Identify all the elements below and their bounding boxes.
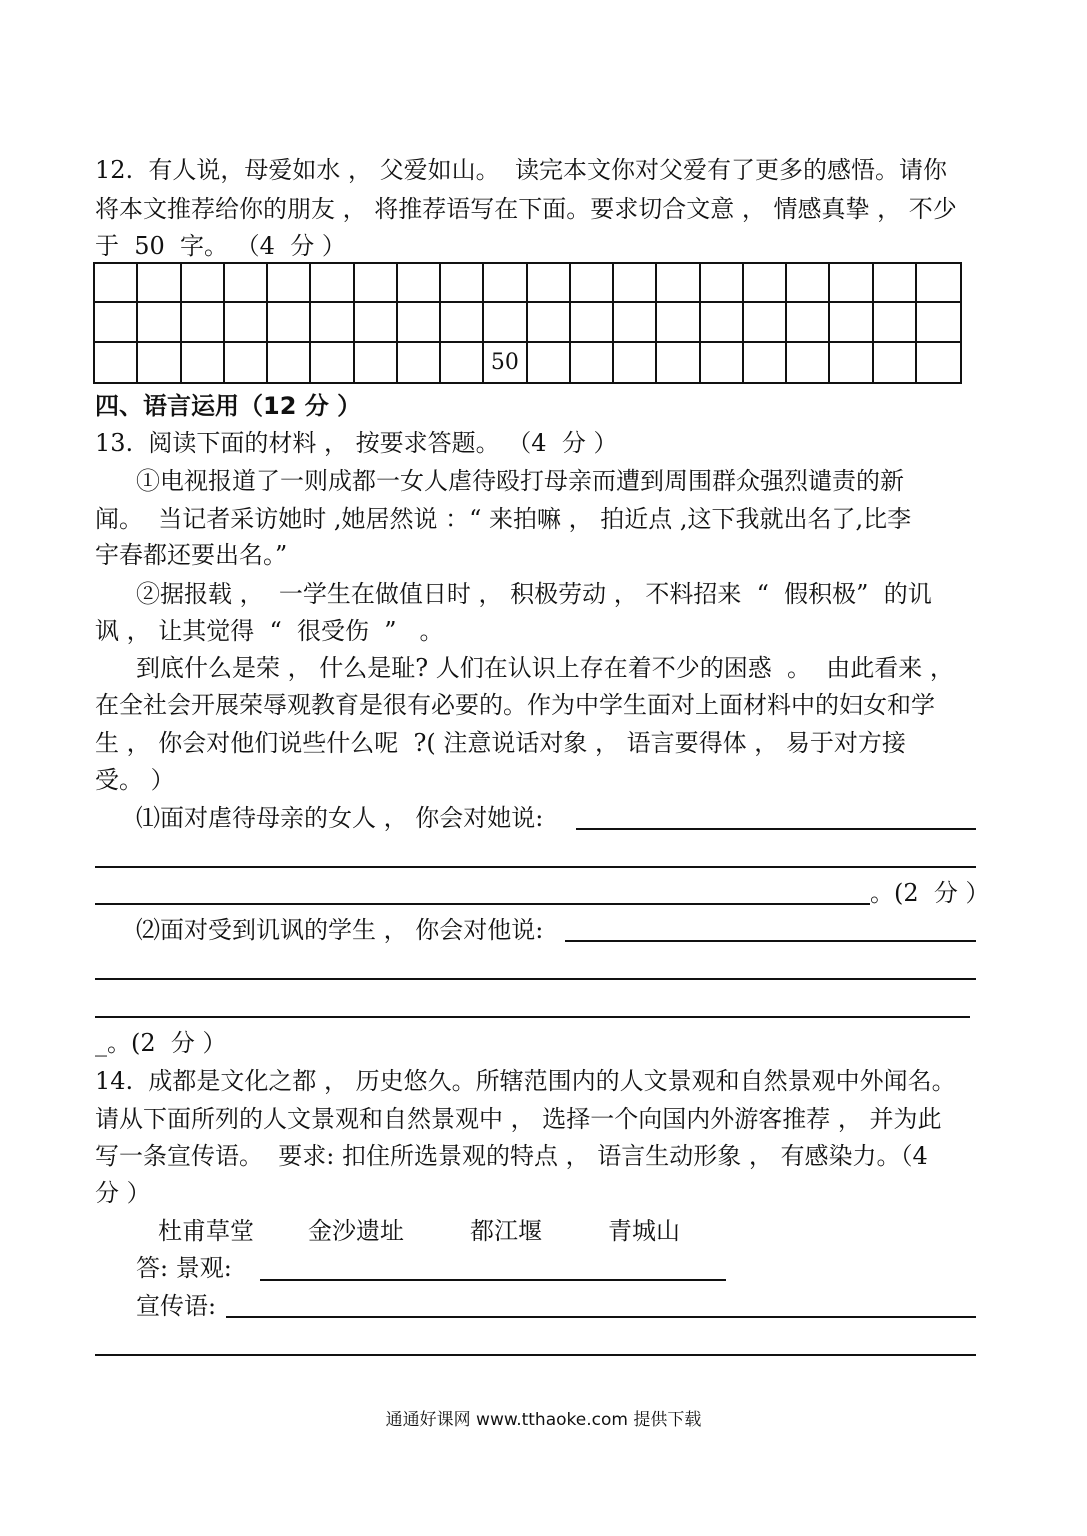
grid-cell[interactable] <box>571 303 614 342</box>
q13-sub1-score: 。(2 分 ） <box>870 879 990 907</box>
grid-cell[interactable] <box>225 303 268 342</box>
q13-sub2-score: _。(2 分 ） <box>95 1029 227 1057</box>
grid-cell[interactable] <box>614 264 657 303</box>
q14-line-4: 分 ） <box>95 1179 151 1207</box>
grid-cell[interactable] <box>138 264 181 303</box>
q14-line-2: 请从下面所列的人文景观和自然景观中 ， 选择一个向国内外游客推荐 ， 并为此 <box>95 1105 942 1133</box>
q12-line-1: 12. 有人说，母爱如水 ， 父爱如山。 读完本文你对父爱有了更多的感悟。请你 <box>95 156 947 184</box>
q13-material-1-line-1: ①电视报道了一则成都一女人虐待殴打母亲而遭到周围群众强烈谴责的新 <box>136 467 904 495</box>
q14-slogan-answer-line-1[interactable] <box>226 1316 976 1318</box>
grid-cell[interactable] <box>355 264 398 303</box>
q13-paragraph-line-2: 在全社会开展荣辱观教育是很有必要的。作为中学生面对上面材料中的妇女和学 <box>95 691 935 719</box>
grid-cell[interactable] <box>268 264 311 303</box>
footer-credit: 通通好课网 www.tthaoke.com 提供下载 <box>385 1410 702 1430</box>
q13-sub2-answer-line-3[interactable] <box>95 1016 970 1018</box>
grid-cell[interactable] <box>182 264 225 303</box>
q14-option-4: 青城山 <box>608 1217 680 1245</box>
grid-cell[interactable] <box>138 303 181 342</box>
grid-cell[interactable] <box>874 303 917 342</box>
grid-cell[interactable] <box>528 343 571 382</box>
q14-option-1: 杜甫草堂 <box>158 1217 254 1245</box>
q14-landscape-answer-line[interactable] <box>260 1279 726 1281</box>
grid-cell[interactable] <box>182 303 225 342</box>
grid-cell[interactable] <box>484 264 527 303</box>
q12-line-3: 于 50 字。 （4 分 ） <box>95 232 346 260</box>
grid-cell[interactable] <box>657 264 700 303</box>
grid-cell[interactable] <box>268 303 311 342</box>
grid-cell[interactable] <box>917 303 960 342</box>
q13-header: 13. 阅读下面的材料 ， 按要求答题。 （4 分 ） <box>95 429 618 457</box>
grid-cell[interactable] <box>225 264 268 303</box>
grid-cell[interactable] <box>787 343 830 382</box>
q12-line-2: 将本文推荐给你的朋友 ， 将推荐语写在下面。要求切合文意 ， 情感真挚 ， 不少 <box>95 195 957 223</box>
grid-cell[interactable] <box>830 264 873 303</box>
q13-material-2-line-2: 讽 ， 让其觉得 “ 很受伤 ” 。 <box>95 617 444 645</box>
q14-option-3: 都江堰 <box>470 1217 542 1245</box>
grid-cell[interactable] <box>917 264 960 303</box>
grid-cell[interactable] <box>657 343 700 382</box>
grid-cell[interactable] <box>398 343 441 382</box>
grid-cell[interactable] <box>398 303 441 342</box>
q13-sub1-answer-line-1[interactable] <box>576 828 976 830</box>
q13-paragraph-line-3: 生 ， 你会对他们说些什么呢 ?( 注意说话对象 ， 语言要得体 ， 易于对方接 <box>95 729 906 757</box>
grid-cell[interactable] <box>95 343 138 382</box>
grid-cell[interactable] <box>268 343 311 382</box>
grid-cell[interactable] <box>355 303 398 342</box>
q13-sub1-prompt: ⑴面对虐待母亲的女人 ， 你会对她说: <box>136 804 544 832</box>
grid-cell[interactable] <box>95 303 138 342</box>
grid-cell[interactable] <box>311 303 354 342</box>
q13-material-1-line-2: 闻。 当记者采访她时 ,她居然说 ：“ 来拍嘛 ， 拍近点 ,这下我就出名了,比李 <box>95 505 912 533</box>
grid-cell[interactable] <box>701 303 744 342</box>
q13-sub2-answer-line-2[interactable] <box>95 978 976 980</box>
q13-paragraph-line-4: 受。 ） <box>95 766 175 794</box>
grid-cell[interactable] <box>571 343 614 382</box>
grid-cell[interactable] <box>528 264 571 303</box>
grid-cell[interactable] <box>95 264 138 303</box>
q13-sub1-answer-line-3[interactable] <box>95 903 870 905</box>
grid-cell[interactable] <box>830 303 873 342</box>
grid-cell[interactable] <box>874 343 917 382</box>
grid-cell[interactable] <box>744 343 787 382</box>
grid-cell[interactable] <box>614 343 657 382</box>
q14-line-3: 写一条宣传语。 要求: 扣住所选景观的特点 ， 语言生动形象 ， 有感染力。（4 <box>95 1142 928 1170</box>
grid-cell[interactable] <box>311 343 354 382</box>
writing-grid[interactable] <box>93 262 962 384</box>
grid-cell[interactable] <box>657 303 700 342</box>
grid-cell[interactable] <box>441 303 484 342</box>
section-title: 四、语言运用（12 分 ） <box>95 392 362 420</box>
q14-option-2: 金沙遗址 <box>308 1217 404 1245</box>
q14-slogan-label: 宣传语: <box>136 1292 217 1320</box>
grid-cell[interactable] <box>614 303 657 342</box>
grid-cell[interactable] <box>311 264 354 303</box>
q14-slogan-answer-line-2[interactable] <box>95 1354 976 1356</box>
grid-cell[interactable] <box>917 343 960 382</box>
grid-cell[interactable] <box>571 264 614 303</box>
grid-cell[interactable] <box>182 343 225 382</box>
grid-cell[interactable] <box>355 343 398 382</box>
q13-sub1-answer-line-2[interactable] <box>95 866 976 868</box>
q13-sub2-prompt: ⑵面对受到讥讽的学生 ， 你会对他说: <box>136 916 544 944</box>
grid-cell[interactable] <box>701 264 744 303</box>
grid-cell[interactable] <box>744 303 787 342</box>
grid-cell[interactable] <box>830 343 873 382</box>
grid-cell[interactable] <box>484 303 527 342</box>
grid-cell[interactable] <box>874 264 917 303</box>
q13-material-1-line-3: 宇春都还要出名。” <box>95 541 288 569</box>
grid-cell-count-marker[interactable]: 50 <box>484 343 527 382</box>
grid-cell[interactable] <box>528 303 571 342</box>
q14-line-1: 14. 成都是文化之都 ， 历史悠久。所辖范围内的人文景观和自然景观中外闻名。 <box>95 1067 956 1095</box>
grid-cell[interactable] <box>787 264 830 303</box>
q13-paragraph-line-1: 到底什么是荣 ， 什么是耻? 人们在认识上存在着不少的困惑 。 由此看来 ， <box>136 654 954 682</box>
grid-cell[interactable] <box>441 343 484 382</box>
q13-material-2-line-1: ②据报载 ， 一学生在做值日时 ， 积极劳动 ， 不料招来 “ 假积极” 的讥 <box>136 580 932 608</box>
grid-cell[interactable] <box>787 303 830 342</box>
grid-cell[interactable] <box>398 264 441 303</box>
q13-sub2-answer-line-1[interactable] <box>565 940 976 942</box>
grid-cell[interactable] <box>441 264 484 303</box>
grid-cell[interactable] <box>744 264 787 303</box>
grid-cell[interactable] <box>225 343 268 382</box>
q14-answer-label: 答: 景观: <box>136 1254 232 1282</box>
grid-cell[interactable] <box>701 343 744 382</box>
grid-cell[interactable] <box>138 343 181 382</box>
